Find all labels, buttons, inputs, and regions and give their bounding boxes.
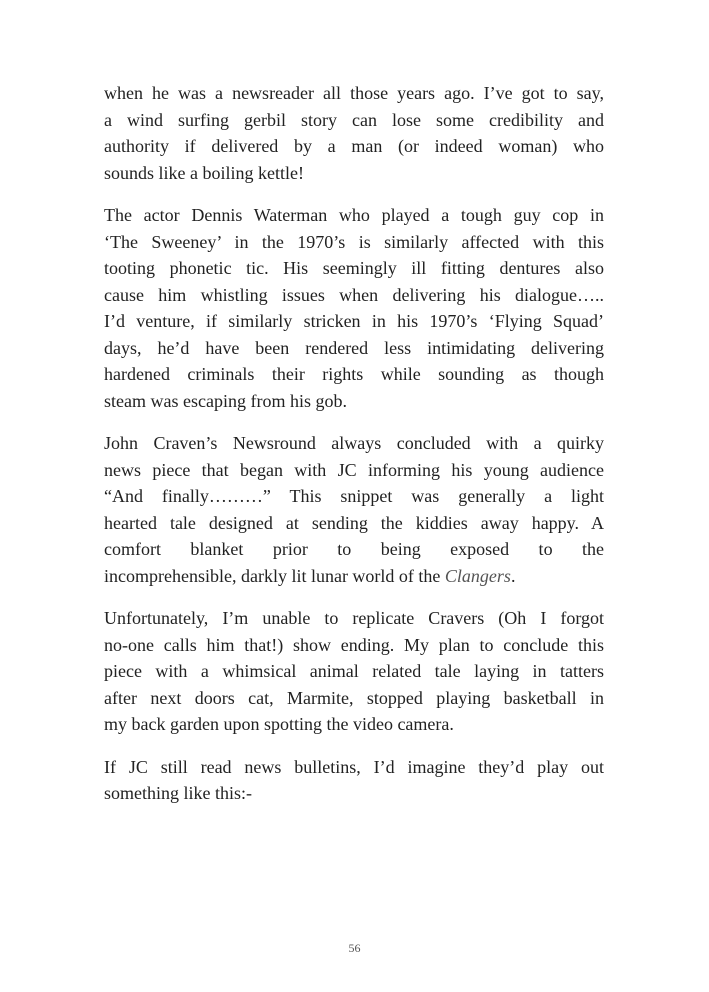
text-line: John Craven’s Newsround always concluded with a quirky [104, 433, 604, 453]
text-line: tooting phonetic tic. His seemingly ill fitting dentures also [104, 258, 604, 278]
paragraph-2 [104, 202, 604, 414]
text-line: “And finally………” This snippet was generally a light [104, 486, 604, 506]
text-line: a wind surfing gerbil story can lose some credibility and [104, 109, 604, 130]
text-line: hearted tale designed at sending the kiddies away happy. A [104, 512, 604, 533]
paragraph-4 [104, 605, 604, 738]
paragraph-5 [104, 754, 604, 807]
text-fragment: incomprehensible, darkly lit lunar world of the [104, 565, 445, 586]
text-line: hardened criminals their rights while sounding as though [104, 364, 604, 384]
text-fragment: . [510, 565, 516, 586]
text-line: my back garden upon spotting the video camera. [104, 714, 454, 734]
text-line: The actor Dennis Waterman who played a tough guy cop in [104, 205, 604, 225]
text-line: comfort blanket prior to being exposed to the [104, 539, 604, 559]
paragraph-1 [104, 80, 604, 186]
text-line: cause him whistling issues when delivering his dialogue….. [104, 284, 604, 305]
show-title-clangers: Clangers [444, 565, 511, 586]
text-line: news piece that began with JC informing his young audience [104, 459, 604, 480]
text-line: days, he’d have been rendered less intimidating delivering [104, 337, 604, 358]
text-line: sounds like a boiling kettle! [104, 162, 304, 183]
text-line: authority if delivered by a man (or indeed woman) who [104, 136, 604, 156]
text-line: when he was a newsreader all those years ago. I’ve got to say, [104, 83, 604, 103]
page-number: 56 [348, 941, 361, 955]
body-text [104, 80, 604, 823]
text-line: after next doors cat, Marmite, stopped playing basketball in [104, 687, 604, 708]
text-line: ‘The Sweeney’ in the 1970’s is similarly affected with this [104, 231, 604, 252]
text-line: piece with a whimsical animal related tale laying in tatters [104, 661, 604, 681]
text-line: If JC still read news bulletins, I’d imagine they’d play out [104, 756, 604, 777]
paragraph-3 [104, 430, 604, 589]
text-line: no-one calls him that!) show ending. My plan to conclude this [104, 634, 604, 655]
text-line: steam was escaping from his gob. [104, 390, 347, 411]
text-line: something like this:- [104, 783, 252, 803]
text-line: I’d venture, if similarly stricken in his 1970’s ‘Flying Squad’ [104, 311, 604, 331]
text-line: Unfortunately, I’m unable to replicate Cravers (Oh I forgot [104, 608, 604, 628]
text-line [104, 563, 604, 590]
